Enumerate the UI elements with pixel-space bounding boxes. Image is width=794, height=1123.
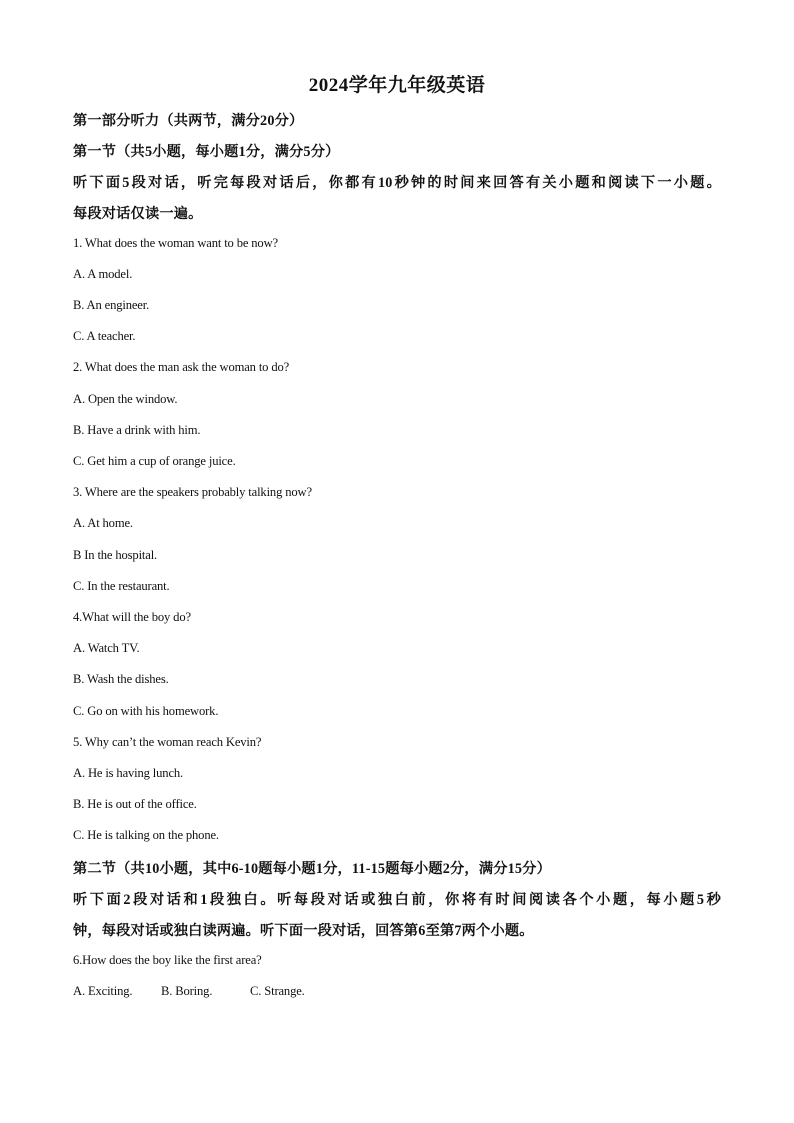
page-title: 2024学年九年级英语 [308,75,486,96]
section1-instruction-line1: 听下面5段对话，听完每段对话后，你都有10秒钟的时间来回答有关小题和阅读下一小题。 [73,175,721,191]
section1-instruction-line2: 每段对话仅读一遍。 [73,206,203,222]
section2-heading: 第二节（共10小题，其中6-10题每小题1分，11-15题每小题2分，满分15分） [73,861,551,877]
question-6-option-a: A. Exciting. [73,984,133,998]
question-5: 5. Why can’t the woman reach Kevin? [73,735,262,749]
question-4-option-c: C. Go on with his homework. [73,704,219,718]
question-1-option-a: A. A model. [73,267,133,281]
question-2-option-b: B. Have a drink with him. [73,423,201,437]
question-1-option-c: C. A teacher. [73,329,136,343]
question-6-options [73,984,305,999]
question-3-option-c: C. In the restaurant. [73,579,170,593]
question-2-option-a: A. Open the window. [73,392,178,406]
section2-instruction-line2: 钟，每段对话或独白读两遍。听下面一段对话，回答第6至第7两个小题。 [73,923,534,939]
question-5-option-c: C. He is talking on the phone. [73,828,219,842]
question-4: 4.What will the boy do? [73,610,191,624]
question-5-option-a: A. He is having lunch. [73,766,184,780]
section2-instruction-line1: 听下面2段对话和1段独白。听每段对话或独白前，你将有时间阅读各个小题，每小题5秒 [73,892,721,908]
question-6-option-b: B. Boring. [161,984,213,998]
section1-heading: 第一节（共5小题，每小题1分，满分5分） [73,144,340,160]
question-4-option-b: B. Wash the dishes. [73,672,169,686]
question-2: 2. What does the man ask the woman to do? [73,360,290,374]
question-4-option-a: A. Watch TV. [73,641,140,655]
part1-heading: 第一部分听力（共两节，满分20分） [73,113,304,129]
question-3: 3. Where are the speakers probably talking now? [73,485,312,499]
question-1-option-b: B. An engineer. [73,298,150,312]
question-6: 6.How does the boy like the first area? [73,953,262,967]
question-6-option-c: C. Strange. [250,984,305,998]
question-5-option-b: B. He is out of the office. [73,797,197,811]
question-2-option-c: C. Get him a cup of orange juice. [73,454,236,468]
question-1: 1. What does the woman want to be now? [73,236,278,250]
question-3-option-a: A. At home. [73,516,133,530]
question-3-option-b: B In the hospital. [73,548,158,562]
